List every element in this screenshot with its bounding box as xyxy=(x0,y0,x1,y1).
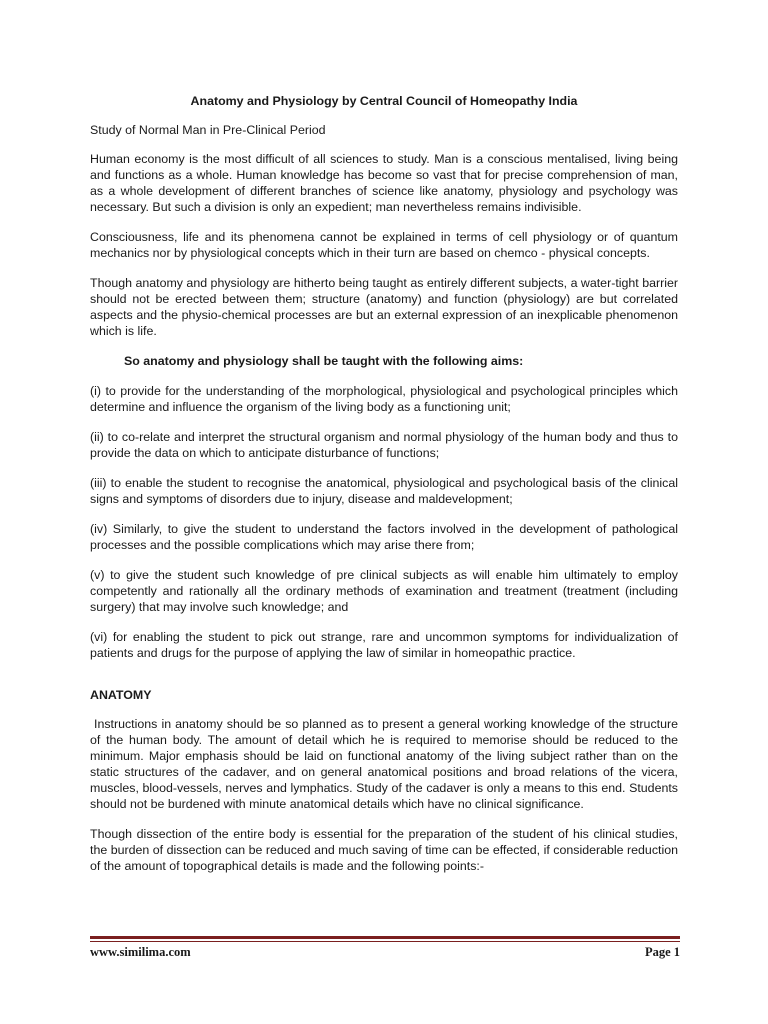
document-body xyxy=(90,93,678,888)
document-title: Anatomy and Physiology by Central Council of Homeopathy India xyxy=(190,94,578,108)
anatomy-paragraph: Though dissection of the entire body is essential for the preparation of the student of his clinical studies, the burden of dissection can be reduced and much saving of time can be effected, if considerable reduction of the amount of topographical details is made and the following points:- xyxy=(90,827,678,873)
intro-paragraph: Human economy is the most difficult of all sciences to study. Man is a conscious mentalised, living being and functions as a whole. Human knowledge has become so vast that for precise comprehension of man, as a whole development of different branches of science like anatomy, physiology and psychology was necessary. But such a division is only an expedient; man nevertheless remains indivisible. xyxy=(90,152,678,214)
anatomy-heading: ANATOMY xyxy=(90,688,152,702)
footer-rule-thin xyxy=(90,941,680,942)
aim-item: (i) to provide for the understanding of the morphological, physiological and psychological principles which determine and influence the organism of the living body as a functioning unit; xyxy=(90,384,678,414)
aim-item: (ii) to co-relate and interpret the structural organism and normal physiology of the human body and thus to provide the data on which to anticipate disturbance of functions; xyxy=(90,430,678,460)
footer-page-number: Page 1 xyxy=(644,945,680,959)
aim-item: (v) to give the student such knowledge of pre clinical subjects as will enable him ultimately to employ competently and rationally all the ordinary methods of examination and treatment (treatment (including surgery) that may involve such knowledge; and xyxy=(90,568,678,614)
aims-heading: So anatomy and physiology shall be taught with the following aims: xyxy=(124,354,524,368)
intro-paragraph: Consciousness, life and its phenomena cannot be explained in terms of cell physiology or of quantum mechanics nor by physiological concepts which in their turn are based on chemco - physical concepts. xyxy=(90,230,678,260)
aim-item: (iii) to enable the student to recognise the anatomical, physiological and psychological basis of the clinical signs and symptoms of disorders due to injury, disease and maldevelopment; xyxy=(90,476,678,506)
document-subtitle: Study of Normal Man in Pre-Clinical Period xyxy=(90,123,326,137)
page-footer xyxy=(90,945,680,960)
aim-item: (vi) for enabling the student to pick out strange, rare and uncommon symptoms for individualization of patients and drugs for the purpose of applying the law of similar in homeopathic practice. xyxy=(90,630,678,660)
anatomy-paragraph: Instructions in anatomy should be so planned as to present a general working knowledge of the structure of the human body. The amount of detail which he is required to memorise should be reduced to the minimum. Major emphasis should be laid on functional anatomy of the living subject rather than on the static structures of the cadaver, and on general anatomical positions and broad relations of the vicera, muscles, blood-vessels, nerves and lymphatics. Study of the cadaver is only a means to this end. Students should not be burdened with minute anatomical details which have no clinical significance. xyxy=(90,717,678,811)
aim-item: (iv) Similarly, to give the student to understand the factors involved in the development of pathological processes and the possible complications which may arise there from; xyxy=(90,522,678,552)
footer-website-link[interactable]: www.similima.com xyxy=(90,945,191,959)
footer-rule xyxy=(90,936,680,939)
intro-paragraph: Though anatomy and physiology are hitherto being taught as entirely different subjects, a water-tight barrier should not be erected between them; structure (anatomy) and function (physiology) are but correlated aspects and the physio-chemical processes are but an external expression of an inexplicable phenomenon which is life. xyxy=(90,276,678,338)
